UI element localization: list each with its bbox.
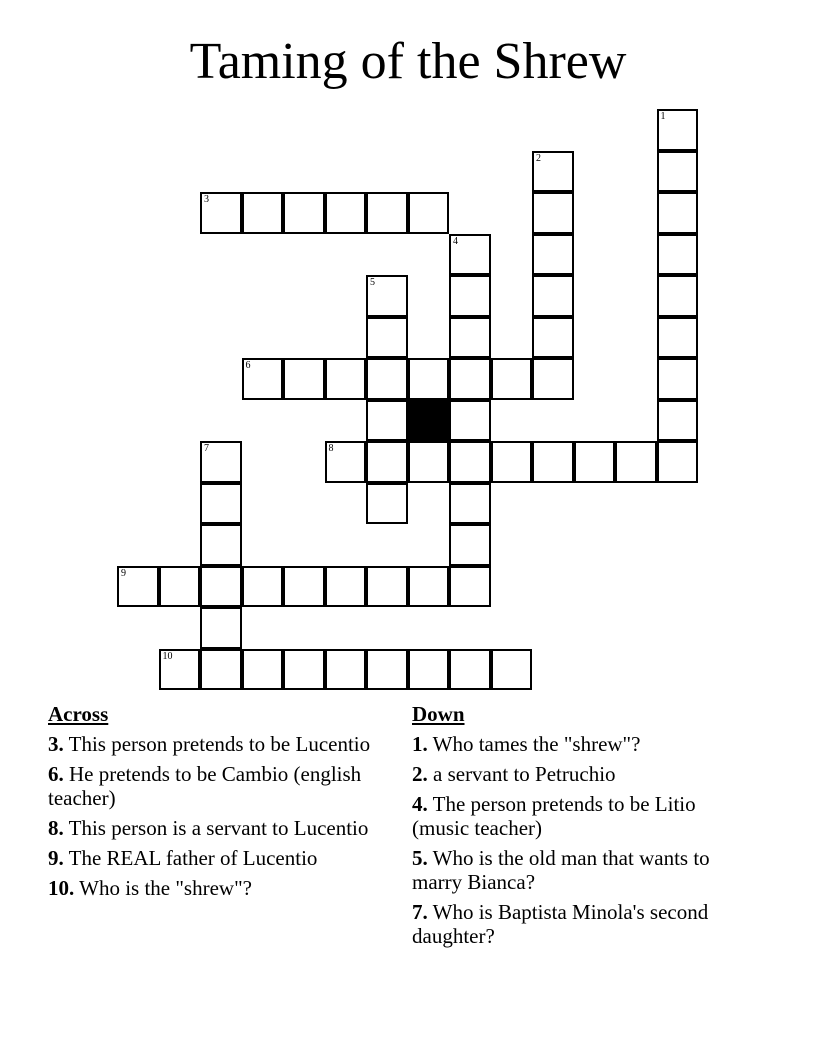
grid-cell[interactable] (159, 649, 201, 691)
clue-number: 5. (412, 846, 428, 870)
grid-cell[interactable] (532, 151, 574, 193)
grid-cell[interactable] (283, 192, 325, 234)
grid-cell[interactable] (200, 441, 242, 483)
clue-number-label: 2 (536, 152, 541, 164)
grid-cell[interactable] (325, 441, 367, 483)
clue-text: a servant to Petruchio (427, 762, 616, 786)
grid-cell[interactable] (449, 524, 491, 566)
grid-cell[interactable] (325, 649, 367, 691)
grid-cell[interactable] (283, 566, 325, 608)
grid-cell[interactable] (532, 275, 574, 317)
grid-cell[interactable] (449, 441, 491, 483)
grid-cell[interactable] (366, 275, 408, 317)
clue-text: This person is a servant to Lucentio (63, 816, 369, 840)
clue-number-label: 8 (328, 443, 334, 454)
grid-cell[interactable] (283, 649, 325, 691)
grid-cell[interactable] (532, 358, 574, 400)
clue-number: 2. (412, 762, 428, 786)
grid-cell[interactable] (408, 566, 450, 608)
grid-cell[interactable] (615, 441, 657, 483)
grid-cell[interactable] (242, 192, 284, 234)
grid-cell[interactable] (408, 441, 450, 483)
grid-cell[interactable] (200, 483, 242, 525)
down-clue-1 (412, 732, 742, 756)
black-square (408, 400, 450, 442)
clue-number: 1. (412, 732, 428, 756)
grid-cell[interactable] (200, 524, 242, 566)
grid-cell[interactable] (491, 358, 533, 400)
clue-text: Who is the old man that wants to marry Bianca? (412, 846, 710, 894)
grid-cell[interactable] (242, 358, 284, 400)
clue-number-label: 7 (204, 443, 209, 454)
grid-cell[interactable] (325, 192, 367, 234)
grid-cell[interactable] (449, 317, 491, 359)
down-clues (412, 702, 742, 954)
across-clues (48, 702, 388, 906)
down-clue-5 (412, 846, 742, 894)
down-clue-7 (412, 900, 742, 948)
clue-number: 8. (48, 816, 64, 840)
across-heading: Across (48, 702, 109, 726)
grid-cell[interactable] (491, 649, 533, 691)
clue-number-label: 9 (121, 567, 126, 579)
grid-cell[interactable] (449, 275, 491, 317)
across-clue-9 (48, 846, 388, 870)
grid-cell[interactable] (449, 566, 491, 608)
grid-cell[interactable] (532, 192, 574, 234)
grid-cell[interactable] (449, 234, 491, 276)
grid-cell[interactable] (366, 566, 408, 608)
across-clue-3 (48, 732, 388, 756)
down-clue-2 (412, 762, 742, 786)
clue-number: 9. (48, 846, 64, 870)
grid-cell[interactable] (657, 317, 699, 359)
grid-cell[interactable] (449, 358, 491, 400)
grid-cell[interactable] (242, 566, 284, 608)
grid-cell[interactable] (657, 441, 699, 483)
clue-number-label: 5 (370, 277, 375, 288)
grid-cell[interactable] (283, 358, 325, 400)
grid-cell[interactable] (657, 400, 699, 442)
clue-number: 10. (48, 876, 75, 900)
clue-number: 7. (412, 900, 428, 924)
down-clue-4 (412, 792, 742, 840)
grid-cell[interactable] (449, 483, 491, 525)
grid-cell[interactable] (366, 192, 408, 234)
grid-cell[interactable] (242, 649, 284, 691)
clue-text: Who tames the "shrew"? (427, 732, 641, 756)
grid-cell[interactable] (532, 234, 574, 276)
clue-text: He pretends to be Cambio (english teacher) (48, 762, 362, 810)
grid-cell[interactable] (366, 317, 408, 359)
across-clue-10 (48, 876, 388, 900)
grid-cell[interactable] (574, 441, 616, 483)
clue-text: This person pretends to be Lucentio (63, 732, 371, 756)
grid-cell[interactable] (325, 358, 367, 400)
down-heading: Down (412, 702, 465, 726)
clue-number-label: 3 (204, 194, 209, 205)
grid-cell[interactable] (366, 358, 408, 400)
clue-number-label: 6 (245, 360, 251, 371)
clue-number: 6. (48, 762, 64, 786)
clue-number-label: 1 (660, 111, 666, 122)
grid-cell[interactable] (491, 441, 533, 483)
across-clue-6 (48, 762, 388, 810)
grid-cell[interactable] (532, 441, 574, 483)
grid-cell[interactable] (408, 649, 450, 691)
grid-cell[interactable] (200, 607, 242, 649)
grid-cell[interactable] (117, 566, 159, 608)
grid-cell[interactable] (200, 566, 242, 608)
grid-cell[interactable] (408, 358, 450, 400)
grid-cell[interactable] (532, 317, 574, 359)
grid-cell[interactable] (325, 566, 367, 608)
grid-cell[interactable] (657, 192, 699, 234)
across-clue-8 (48, 816, 388, 840)
clue-text: The person pretends to be Litio (music teacher) (412, 792, 696, 840)
clue-number: 3. (48, 732, 64, 756)
grid-cell[interactable] (366, 483, 408, 525)
grid-cell[interactable] (366, 441, 408, 483)
grid-cell[interactable] (366, 400, 408, 442)
grid-cell[interactable] (657, 151, 699, 193)
grid-cell[interactable] (200, 192, 242, 234)
clue-number-label: 4 (453, 235, 458, 247)
clue-number-label: 10 (162, 650, 173, 662)
page-title: Taming of the Shrew (189, 33, 627, 90)
grid-cell[interactable] (408, 192, 450, 234)
grid-cell[interactable] (657, 109, 699, 151)
grid-cell[interactable] (159, 566, 201, 608)
clue-text: Who is Baptista Minola's second daughter? (412, 900, 709, 948)
grid-cell[interactable] (366, 649, 408, 691)
clue-text: The REAL father of Lucentio (63, 846, 318, 870)
clue-text: Who is the "shrew"? (74, 876, 252, 900)
grid-cell[interactable] (657, 358, 699, 400)
grid-cell[interactable] (449, 400, 491, 442)
grid-cell[interactable] (657, 275, 699, 317)
clue-number: 4. (412, 792, 428, 816)
grid-cell[interactable] (449, 649, 491, 691)
grid-cell[interactable] (657, 234, 699, 276)
grid-cell[interactable] (200, 649, 242, 691)
